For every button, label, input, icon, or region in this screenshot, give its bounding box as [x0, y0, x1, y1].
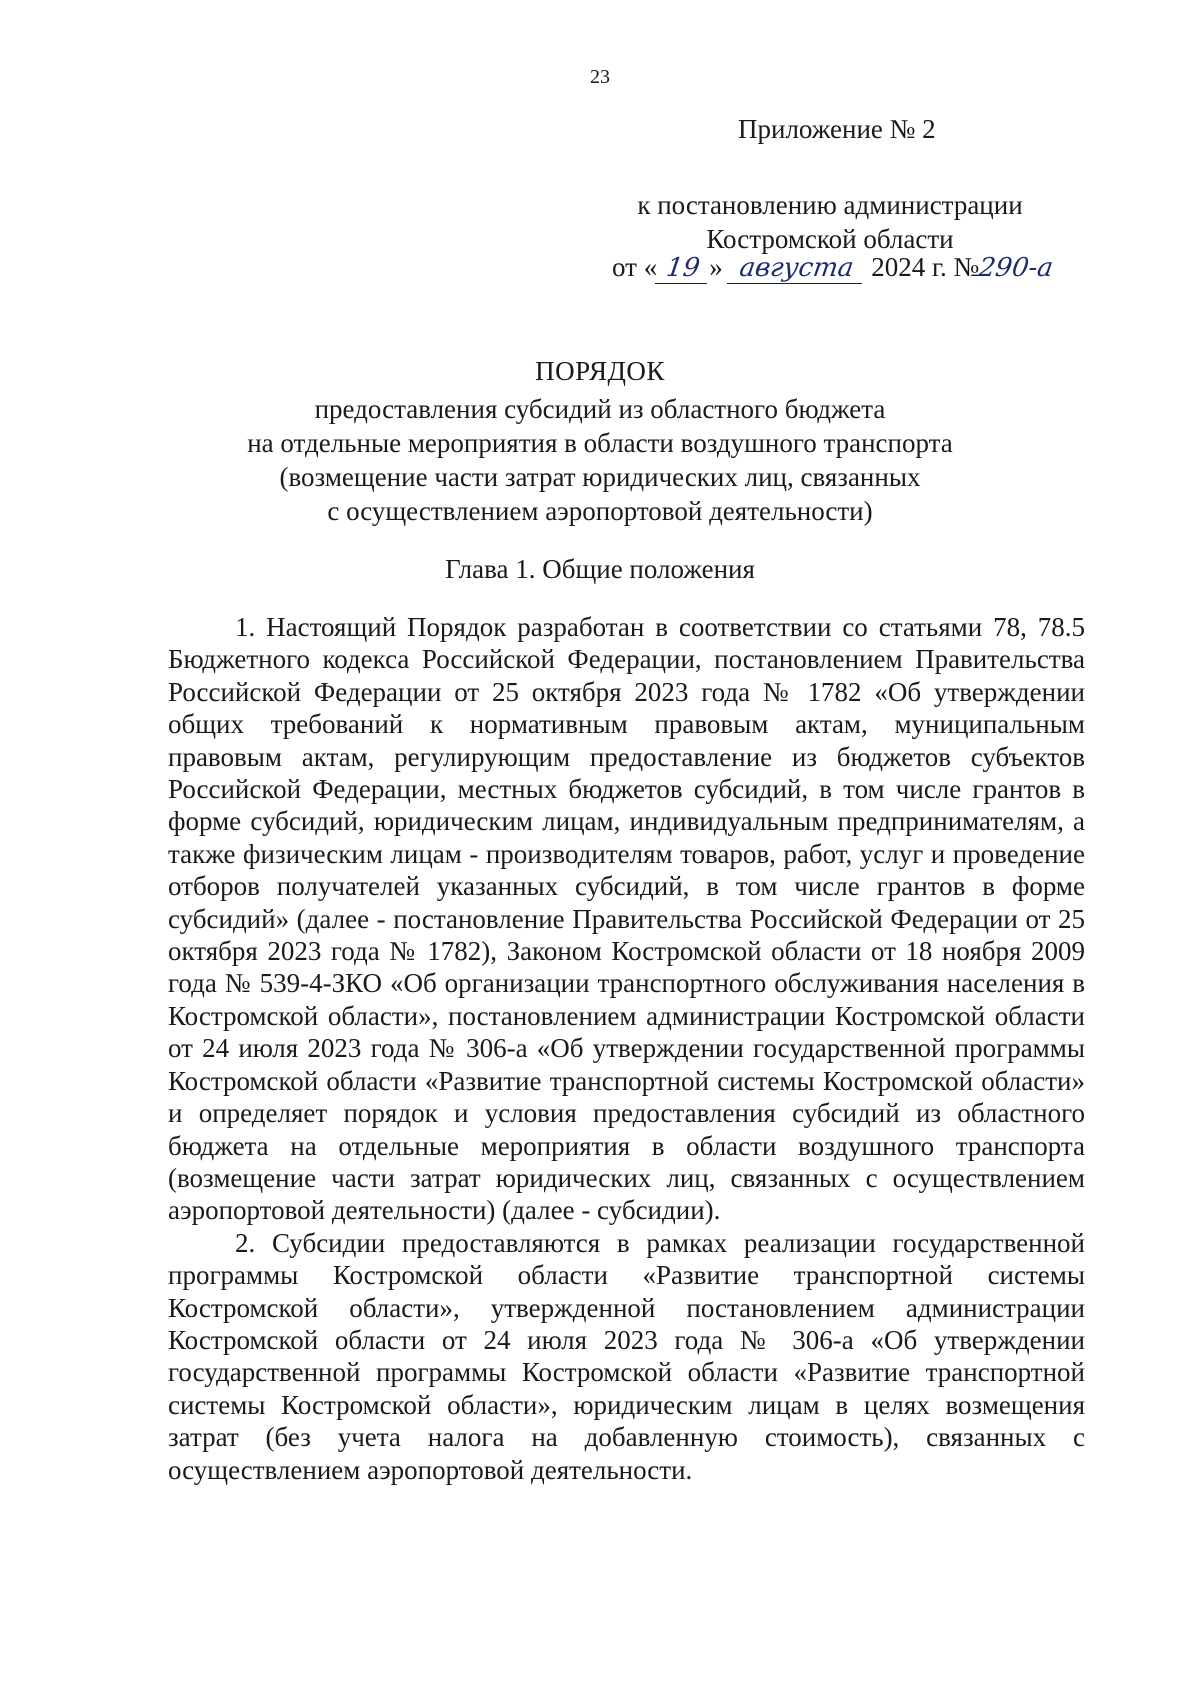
date-prefix: от «	[612, 252, 658, 282]
paragraph-1: 1. Настоящий Порядок разработан в соответствии со статьями 78, 78.5 Бюджетного кодекса Российской Федерации, постановлением Правительства Российской Федерации от 25 октября 2023 года № 1782 «Об утверждении общих требований к нормативным правовым актам, муниципальным правовым актам, регулирующим предоставление из бюджетов субъектов Российской Федерации, местных бюджетов субсидий, в том числе грантов в форме субсидий, юридическим лицам, индивидуальным предпринимателям, а также физическим лицам - производителям товаров, работ, услуг и проведение отборов получателей указанных субсидий, в том числе грантов в форме субсидий» (далее - постановление Правительства Российской Федерации от 25 октября 2023 года № 1782), Законом Костромской области от 18 ноября 2009 года № 539-4-ЗКО «Об организации транспортного обслуживания населения в Костромской области», постановлением администрации Костромской области от 24 июля 2023 года № 306-а «Об утверждении государственной программы Костромской области «Развитие транспортной системы Костромской области» и определяет порядок и условия предоставления субсидий из областного бюджета на отдельные мероприятия в области воздушного транспорта (возмещение части затрат юридических лиц, связанных с осуществлением аэропортовой деятельности) (далее - субсидии).	[168, 612, 1085, 1226]
page-number: 23	[590, 66, 610, 88]
decree-reference	[590, 188, 1070, 256]
document-title	[100, 354, 1100, 528]
decree-line-1: к постановлению администрации	[637, 190, 1023, 220]
decree-date	[612, 250, 1071, 284]
date-year: 2024 г. №	[871, 252, 980, 282]
date-mid: »	[709, 252, 723, 282]
handwritten-number: 290-а	[977, 253, 1056, 283]
title-heading: ПОРЯДОК	[535, 356, 665, 386]
title-line-1: предоставления субсидий из областного бюджета	[314, 394, 886, 424]
body-text	[168, 611, 1085, 1486]
title-line-4: с осуществлением аэропортовой деятельности)	[327, 496, 873, 526]
title-line-2: на отдельные мероприятия в области воздушного транспорта	[247, 428, 953, 458]
title-line-3: (возмещение части затрат юридических лиц, связанных	[279, 462, 921, 492]
chapter-title: Глава 1. Общие положения	[445, 554, 755, 584]
paragraph-2: 2. Субсидии предоставляются в рамках реализации государственной программы Костромской области «Развитие транспортной системы Костромской области», утвержденной постановлением администрации Костромской области от 24 июля 2023 года № 306-а «Об утверждении государственной программы Костромской области «Развитие транспортной системы Костромской области», юридическим лицам в целях возмещения затрат (без учета налога на добавленную стоимость), связанных с осуществлением аэропортовой деятельности.	[168, 1227, 1085, 1485]
appendix-label: Приложение № 2	[738, 114, 936, 144]
decree-line-2: Костромской области	[706, 224, 954, 254]
handwritten-day: 19	[655, 253, 711, 284]
handwritten-month: августа	[727, 253, 866, 284]
